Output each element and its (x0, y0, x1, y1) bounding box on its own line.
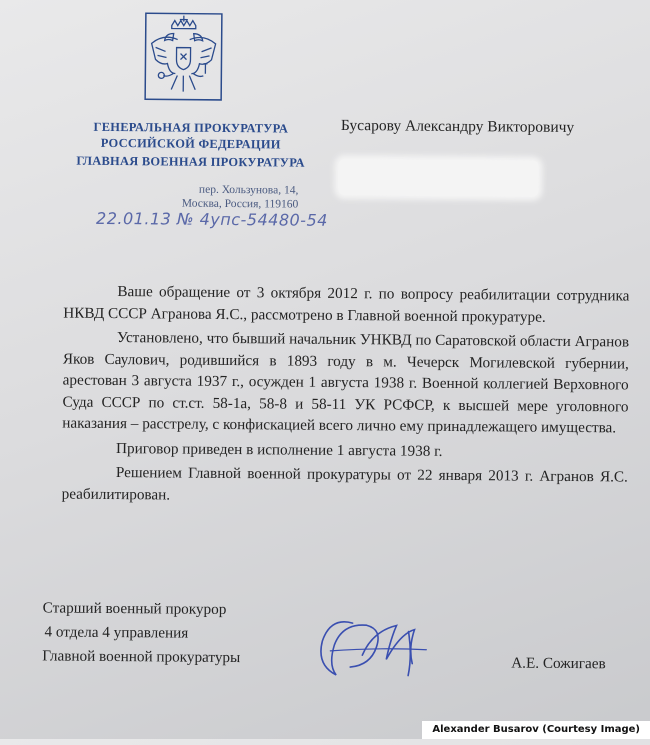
signer-title-line-2: 4 отдела 4 управления (44, 623, 189, 642)
org-line-3: ГЛАВНАЯ ВОЕННАЯ ПРОКУРАТУРА (76, 153, 305, 170)
organization-address (148, 182, 298, 211)
letter-body (62, 281, 630, 510)
address-line-1: пер. Хользунова, 14, (198, 183, 299, 197)
coat-of-arms-emblem-icon (143, 11, 224, 102)
address-line-2: Москва, Россия, 119160 (181, 197, 299, 211)
org-line-1: ГЕНЕРАЛЬНАЯ ПРОКУРАТУРА (93, 119, 289, 136)
redaction-overlay (338, 159, 538, 197)
paragraph-1: Ваше обращение от 3 октября 2012 г. по вопросу реабилитации сотрудника НКВД СССР Агранова Я.С., рассмотрено в Главной военной прокуратуре. (63, 283, 630, 326)
handwritten-signature (310, 601, 451, 692)
paragraph-2: Установлено, что бывший начальник УНКВД по Саратовской области Агранов Яков Саулович, родившийся в 1893 году в м. Чечерск Могилевской губернии, арестован 3 августа 1937 г., осужден 1 августа 1938 г. Военной коллегией Верховного Суда СССР по ст.ст. 58-1а, 58-8 и 58-11 УК РСФСР, к высшей мере уголовного наказания – расстрелу, с конфискацией всего лично ему принадлежащего имущества. (62, 329, 630, 437)
paragraph-3: Приговор приведен в исполнение 1 августа 1938 г. (116, 439, 443, 460)
organization-header (71, 119, 311, 171)
signer-title-line-1: Старший военный прокурор (42, 599, 227, 618)
registration-number: 22.01.13 № 4упс-54480-54 (96, 208, 328, 230)
photo-credit: Alexander Busarov (Courtesy Image) (422, 721, 650, 739)
signer-name: А.Е. Сожигаев (511, 654, 606, 673)
signer-title-line-3: Главной военной прокуратуры (42, 647, 241, 667)
org-line-2: РОССИЙСКОЙ ФЕДЕРАЦИИ (100, 135, 281, 152)
redacted-address (338, 159, 538, 197)
recipient-name: Бусарову Александру Викторовичу (340, 116, 575, 137)
signer-title (42, 596, 241, 670)
paragraph-4: Решением Главной военной прокуратуры от 22 января 2013 г. Агранов Я.С. реабилитирован. (61, 464, 628, 504)
